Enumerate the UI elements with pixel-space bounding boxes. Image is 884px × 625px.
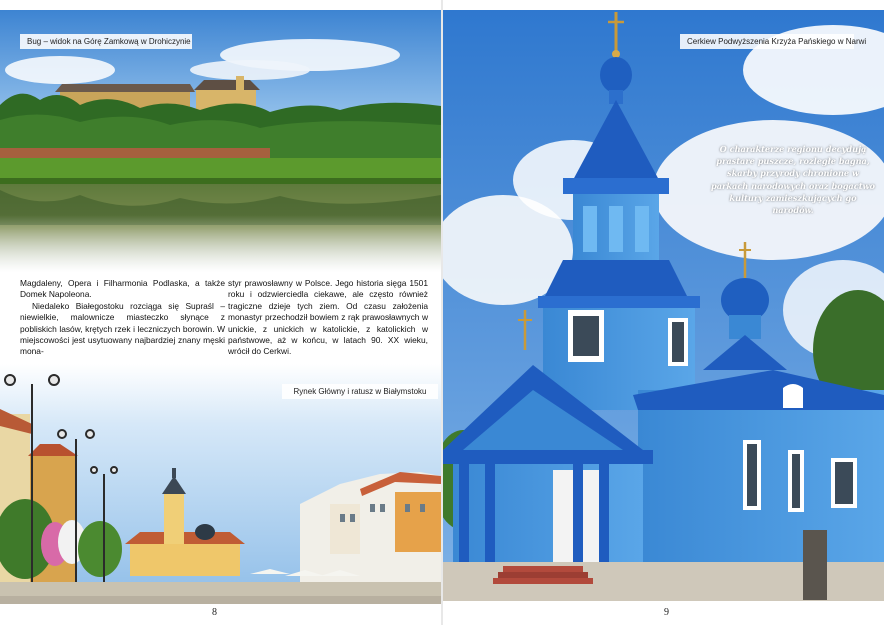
paragraph: styr prawosławny w Polsce. Jego historia sięga 1501 roku i odzwierciedla ciekawe, ale często również tragiczne dzieje tych ziem. Od czasu założenia monastyr przechodził bowiem z rąk prawosławnych w unickie, z unickich w katolickie, z katolickich w państwowe, aż w końcu, w latach 90. XX wieku, wrócił do Cerkwi. [228, 278, 428, 357]
narew-orthodox-church-photo [443, 10, 884, 601]
paragraph: Magdaleny, Opera i Filharmonia Podlaska, a także Domek Napoleona. [20, 278, 225, 300]
bialystok-square-photo [0, 364, 441, 604]
left-page [0, 0, 441, 625]
photo-caption-bug: Bug – widok na Górę Zamkową w Drohiczynie [20, 34, 192, 49]
text-column-2 [228, 278, 428, 358]
page-number-left: 8 [212, 607, 217, 618]
right-page [443, 0, 884, 625]
drohiczyn-river-photo [0, 10, 441, 272]
photo-caption-cerkiew: Cerkiew Podwyższenia Krzyża Pańskiego w Narwi [680, 34, 854, 49]
text-column-1 [20, 278, 225, 358]
pull-quote: O charakterze regionu decydują prastare puszcze, rozległe bagna, skarby przyrody chronione w parkach narodowych oraz bogactwo kultury zamieszkujących go narodów. [711, 144, 875, 216]
paragraph: Niedaleko Białegostoku rozciąga się Supraśl – niewielkie, malownicze miasteczko słynące z pobliskich lasów, krętych rzek i leczniczych borowin. W miejscowości jest usytuowany najbardziej znany męski mona- [20, 300, 225, 357]
page-number-right: 9 [664, 607, 669, 618]
photo-caption-rynek: Rynek Główny i ratusz w Białymstoku [282, 384, 438, 399]
